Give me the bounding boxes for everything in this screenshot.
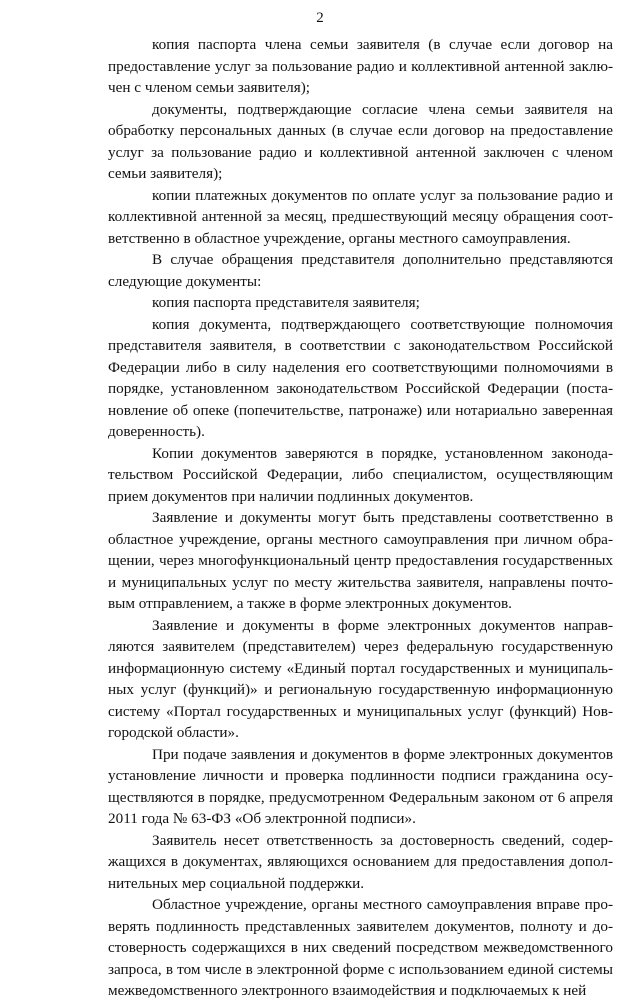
paragraph-representative-intro: В случае обращения представителя дополнительно представляются следующие документы:	[108, 251, 613, 290]
document-body	[108, 34, 613, 1002]
paragraph-identity-verification: При подаче заявления и документов в форме электронных документов установление личности и проверка подлинности подписи гражданина осуществляются в порядке, предусмотренном Федеральным законом от 6 апреля 2011 года № 63-ФЗ «Об электронной подписи».	[108, 745, 613, 827]
paragraph-personal-data-consent: документы, подтверждающие согласие члена семьи заявителя на обработку персональных данных (в случае если договор на предоставление услуг за пользование радио и коллективной антенной заключен с членом семьи заявителя);	[108, 100, 613, 182]
paragraph-representative-authority: копия документа, подтверждающего соответствующие полномочия представителя заявителя, в соответствии с законодательством Российской Федерации либо в силу наделения его соответствующими полномочиями в порядке, установленном законодательством Российской Федерации (постановление об опеке (попечительстве, патронаже) или нотариально заверенная доверенность).	[108, 315, 613, 440]
paragraph-payment-documents: копии платежных документов по оплате услуг за пользование радио и коллективной антенной за месяц, предшествующий месяцу обращения соответственно в областное учреждение, органы местного самоуправления.	[108, 186, 613, 247]
paragraph-electronic-submission: Заявление и документы в форме электронных документов направляются заявителем (представителем) через федеральную государственную информационную систему «Единый портал государственных и муниципальных услуг (функций)» и региональную государственную информационную систему «Портал государственных и муниципальных услуг (функций) Новгородской области».	[108, 616, 613, 741]
paragraph-interagency-verification: Областное учреждение, органы местного самоуправления вправе проверять подлинность представленных заявителем документов, полноту и достоверность содержащихся в них сведений посредством межведомственного запроса, в том числе в электронной форме с использованием единой системы межведомственного электронного взаимодействия и подключаемых к ней	[108, 896, 613, 999]
paragraph-document-certification: Копии документов заверяются в порядке, установленном законодательством Российской Федерации, либо специалистом, осуществляющим прием документов при наличии подлинных документов.	[108, 444, 613, 505]
paragraph-applicant-responsibility: Заявитель несет ответственность за достоверность сведений, содержащихся в документах, являющихся основанием для предоставления дополнительных мер социальной поддержки.	[108, 831, 613, 892]
paragraph-family-member-passport: копия паспорта члена семьи заявителя (в случае если договор на предоставление услуг за пользование радио и коллективной антенной заключен с членом семьи заявителя);	[108, 36, 613, 96]
paragraph-representative-passport: копия паспорта представителя заявителя;	[152, 294, 420, 311]
paragraph-submission-methods: Заявление и документы могут быть представлены соответственно в областное учреждение, органы местного самоуправления при личном обращении, через многофункциональный центр предоставления государственных и муниципальных услуг по месту жительства заявителя, направлены почтовым отправлением, а также в форме электронных документов.	[108, 509, 613, 612]
page-number: 2	[316, 10, 324, 26]
